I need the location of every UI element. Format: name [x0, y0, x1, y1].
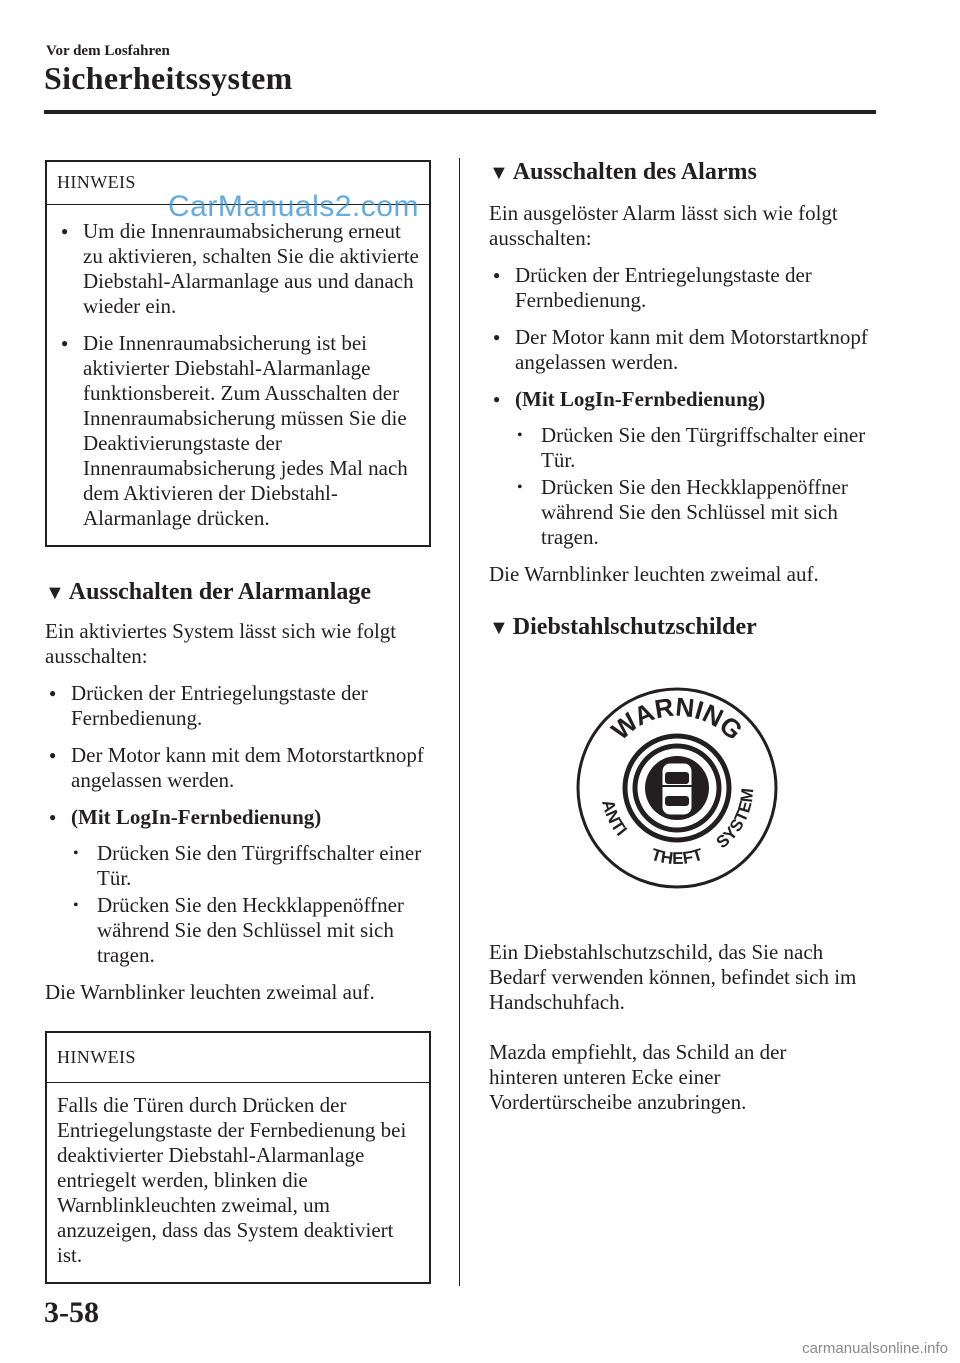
section-heading: ▼ Ausschalten des Alarms	[489, 159, 757, 185]
sub-list-item: • Drücken Sie den Türgriffschalter einer Tür.	[489, 423, 884, 473]
note-bullet-list	[57, 219, 419, 531]
list-item: ● (Mit LogIn-Fernbedienung)	[45, 805, 431, 830]
list-item: ● Die Innenraumabsicherung ist bei aktivierter Diebstahl-Alarmanlage funktionsbereit. Zum Ausschalten der Innenraumabsicherung müssen Sie die Deaktivierungstaste der Innenraumabsicherung jedes Mal nach dem Aktivieren der Diebstahl-Alarmanlage drücken.	[57, 331, 419, 531]
note-body	[47, 205, 429, 545]
intro-text: Ein aktiviertes System lässt sich wie folgt ausschalten:	[45, 619, 397, 668]
anti-text: ANTI	[598, 797, 631, 840]
note-text: Falls die Türen durch Drücken der Entriegelungstaste der Fernbedienung bei deaktivierter Diebstahl-Alarmanlage entriegelt werden, blinken die Warnblinkleuchten zweimal, um anzuzeigen, dass das System deaktiviert ist.	[57, 1093, 407, 1267]
column-divider	[459, 158, 460, 1286]
system-text: SYSTEM	[712, 787, 758, 853]
note-heading: HINWEIS	[47, 162, 429, 205]
right-column	[489, 158, 884, 1115]
bullet-list	[45, 681, 431, 830]
note-body	[47, 1083, 429, 1282]
sub-list-item: • Drücken Sie den Türgriffschalter einer Tür.	[45, 841, 431, 891]
shield-description: Ein Diebstahlschutzschild, das Sie nach Bedarf verwenden können, befindet sich im Handschuhfach.	[489, 940, 857, 1014]
page-title: Sicherheitssystem	[44, 60, 293, 96]
sub-list-item: • Drücken Sie den Heckklappenöffner während Sie den Schlüssel mit sich tragen.	[489, 475, 884, 550]
list-item: ● Drücken der Entriegelungstaste der Fernbedienung.	[45, 681, 431, 731]
left-column	[45, 160, 431, 1284]
anti-theft-label-figure	[575, 686, 779, 890]
section-label: Vor dem Losfahren	[46, 43, 170, 59]
sub-list-item: • Drücken Sie den Heckklappenöffner während Sie den Schlüssel mit sich tragen.	[45, 893, 431, 968]
warning-text: WARNING	[605, 691, 749, 746]
theft-text: THEFT	[649, 844, 705, 869]
sub-bullet-list	[489, 423, 884, 550]
page-number: 3-58	[44, 1296, 99, 1329]
section-heading: ▼ Ausschalten der Alarmanlage	[45, 579, 372, 605]
list-item: ● Drücken der Entriegelungstaste der Fernbedienung.	[489, 263, 884, 313]
list-item: ● (Mit LogIn-Fernbedienung)	[489, 387, 884, 412]
list-item: ● Der Motor kann mit dem Motorstartknopf angelassen werden.	[489, 325, 884, 375]
shield-recommendation: Mazda empfiehlt, das Schild an der hinteren unteren Ecke einer Vordertürscheibe anzubringen.	[489, 1040, 787, 1114]
sub-bullet-list	[45, 841, 431, 968]
header-rule	[44, 110, 876, 114]
outro-text: Die Warnblinker leuchten zweimal auf.	[489, 562, 819, 586]
warning-sign-icon	[575, 686, 779, 890]
footer-site: carmanualsonline.info	[802, 1340, 948, 1357]
list-item: ● Der Motor kann mit dem Motorstartknopf angelassen werden.	[45, 743, 431, 793]
outro-text: Die Warnblinker leuchten zweimal auf.	[45, 980, 375, 1004]
note-box-2	[45, 1031, 431, 1284]
watermark: CarManuals2.com	[168, 190, 419, 223]
bullet-list	[489, 263, 884, 412]
intro-text: Ein ausgelöster Alarm lässt sich wie folgt ausschalten:	[489, 201, 838, 250]
list-item: ● Um die Innenraumabsicherung erneut zu aktivieren, schalten Sie die aktivierte Diebstahl-Alarmanlage aus und danach wieder ein.	[57, 219, 419, 319]
section-heading: ▼ Diebstahlschutzschilder	[489, 614, 757, 640]
note-heading: HINWEIS	[47, 1033, 429, 1083]
